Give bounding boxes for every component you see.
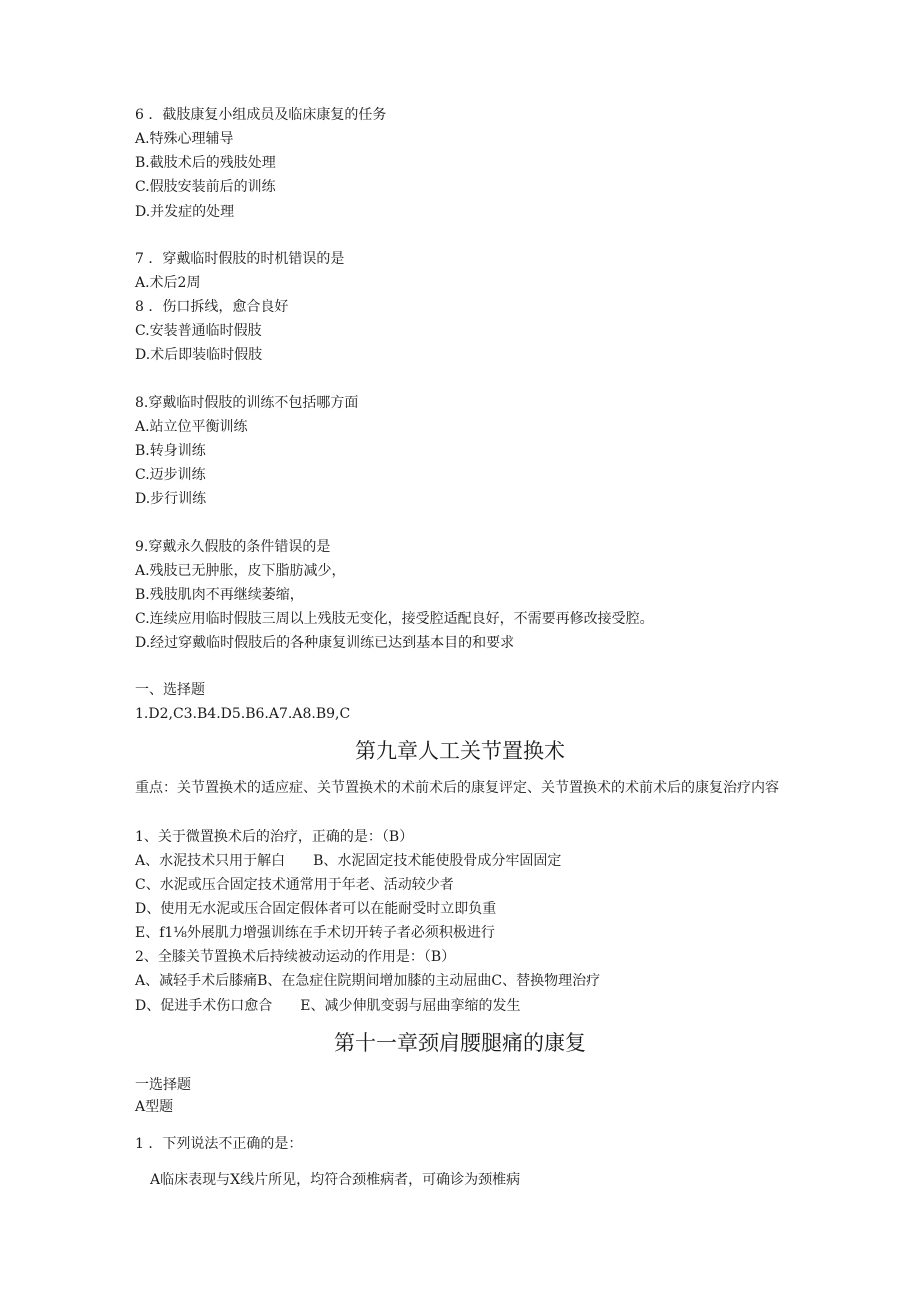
question-9-option-a: A.残肢已无肿胀，皮下脂肪减少， — [135, 563, 346, 579]
answers-heading: 一、选择题 — [135, 682, 205, 698]
question-9-stem: 9.穿戴永久假肢的条件错误的是 — [135, 539, 331, 555]
question-7-option-d: D.术后即装临时假肢 — [135, 347, 263, 363]
question-7-option-b: 8 ．伤口拆线，愈合良好 — [135, 299, 289, 315]
chapter-11-title: 第十一章颈肩腰腿痛的康复 — [334, 1031, 586, 1055]
chapter-11-section-heading: 一选择题 — [135, 1077, 191, 1093]
chapter-9-question-2-options-de: D、促进手术伤口愈合 E、减少伸肌变弱与屈曲挛缩的发生 — [135, 998, 521, 1014]
chapter-11-question-1-option-a: A临床表现与X线片所见，均符合颈椎病者，可确诊为颈椎病 — [150, 1172, 521, 1188]
question-8-option-a: A.站立位平衡训练 — [135, 419, 248, 435]
chapter-9-question-1-option-c: C、水泥或压合固定技术通常用于年老、活动较少者 — [135, 877, 454, 893]
answers-key: 1.D2,C3.B4.D5.B6.A7.A8.B9,C — [135, 706, 351, 722]
question-8-stem: 8.穿戴临时假肢的训练不包括哪方面 — [135, 395, 359, 411]
chapter-9-question-2-options-abc: A、减轻手术后膝痛B、在急症住院期间增加膝的主动屈曲C、替换物理治疗 — [135, 973, 601, 989]
chapter-9-question-2: 2、全膝关节置换术后持续被动运动的作用是：（B） — [135, 949, 456, 965]
question-6-stem: 6 ．截肢康复小组成员及临床康复的任务 — [135, 107, 387, 123]
question-8-option-d: D.步行训练 — [135, 491, 207, 507]
question-7-option-a: A.术后2周 — [135, 275, 201, 291]
question-9-option-d: D.经过穿戴临时假肢后的各种康复训练已达到基本目的和要求 — [135, 635, 515, 651]
question-9-option-c: C.连续应用临时假肢三周以上残肢无变化，接受腔适配良好，不需要再修改接受腔。 — [135, 611, 654, 627]
question-8-option-b: B.转身训练 — [135, 443, 206, 459]
question-6-option-a: A.特殊心理辅导 — [135, 131, 234, 147]
chapter-9-focus: 重点：关节置换术的适应症、关节置换术的术前术后的康复评定、关节置换术的术前术后的康复治疗内容 — [135, 780, 779, 796]
chapter-11-question-type: A型题 — [135, 1099, 174, 1115]
chapter-9-title: 第九章人工关节置换术 — [355, 739, 565, 763]
chapter-11-question-1: 1 ．下列说法不正确的是： — [135, 1136, 303, 1152]
chapter-9-question-1-option-d: D、使用无水泥或压合固定假体者可以在能耐受时立即负重 — [135, 901, 497, 917]
question-6-option-d: D.并发症的处理 — [135, 204, 235, 220]
question-6-option-c: C.假肢安装前后的训练 — [135, 179, 276, 195]
chapter-9-question-1: 1、关于微置换术后的治疗，正确的是：（B） — [135, 829, 414, 845]
chapter-9-question-1-option-e: E、f1⅛外展肌力增强训练在手术切开转子者必须积极进行 — [135, 925, 495, 941]
question-8-option-c: C.迈步训练 — [135, 467, 206, 483]
question-6-option-b: B.截肢术后的残肢处理 — [135, 155, 276, 171]
chapter-9-question-1-options-ab: A、水泥技术只用于解白 B、水泥固定技术能使股骨成分牢固固定 — [135, 853, 562, 869]
question-7-stem: 7 ．穿戴临时假肢的时机错误的是 — [135, 251, 345, 267]
question-7-option-c: C.安装普通临时假肢 — [135, 323, 262, 339]
question-9-option-b: B.残肢肌肉不再继续萎缩， — [135, 587, 304, 603]
